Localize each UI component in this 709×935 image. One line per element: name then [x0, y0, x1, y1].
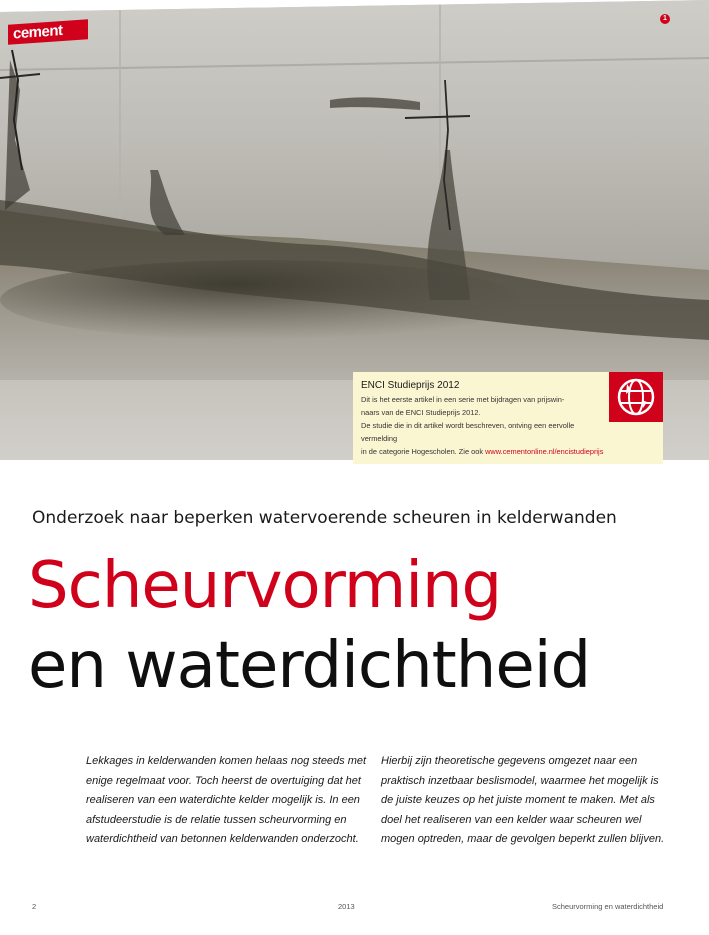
info-box-line — [361, 445, 611, 458]
globe-icon — [609, 372, 663, 422]
page-number: 2 — [32, 902, 37, 911]
info-box-link[interactable]: www.cementonline.nl/encistudieprijs — [485, 447, 604, 456]
issue-year: 2013 — [338, 902, 355, 911]
info-box-line: naars van de ENCI Studieprijs 2012. — [361, 408, 481, 417]
brand-logo: cement — [8, 19, 88, 45]
article-title-line1: Scheurvorming — [28, 549, 502, 623]
enci-logo — [609, 372, 663, 422]
info-box-line-text: in de categorie Hogescholen. Zie ook — [361, 447, 486, 456]
article-kicker: Onderzoek naar beperken watervoerende scheuren in kelderwanden — [32, 508, 617, 528]
info-box — [353, 372, 663, 464]
info-box-line: Dit is het eerste artikel in een serie met bijdragen van prijswin- — [361, 395, 565, 404]
running-title: Scheurvorming en waterdichtheid — [552, 902, 664, 911]
article-title-line2: en waterdichtheid — [28, 629, 591, 703]
intro-column-left: Lekkages in kelderwanden komen helaas nog steeds met enige regelmaat voor. Toch heerst de overtuiging dat het realiseren van een waterdichte kelder mogelijk is. In een afstudeerstudie is de relatie tussen scheurvorming en waterdichtheid van betonnen kelderwanden onderzocht. — [86, 755, 367, 845]
info-box-title: ENCI Studieprijs 2012 — [361, 380, 460, 391]
info-box-line: De studie die in dit artikel wordt beschreven, ontving een eervolle vermelding — [361, 421, 575, 443]
intro-column-right: Hierbij zijn theoretische gegevens omgezet naar een praktisch inzetbaar beslismodel, waarmee het mogelijk is de juiste keuzes op het juiste moment te maken. Met als doel het realiseren van een kelder waar scheuren wel mogen optreden, maar de gevolgen beperkt zullen blijven. — [381, 755, 665, 845]
info-box-text — [361, 393, 611, 458]
corner-mark: 1 — [660, 14, 670, 24]
